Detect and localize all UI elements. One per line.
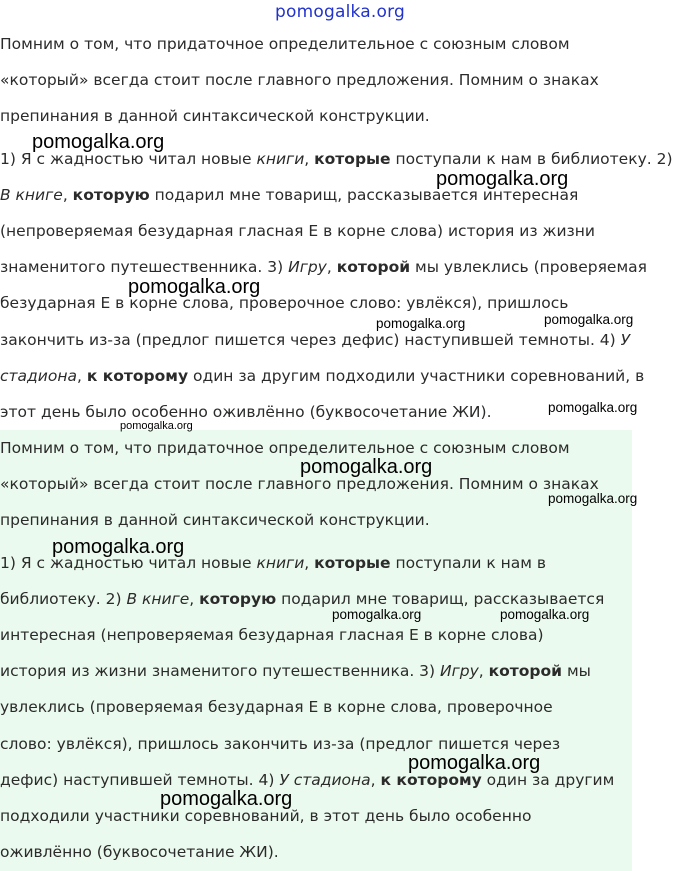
- rule-paragraph: [0, 26, 673, 135]
- text-segment: 1) Я с жадностью читал новые: [0, 553, 257, 572]
- text-line: [0, 653, 614, 689]
- text-line: [0, 689, 614, 725]
- rule-line: препинания в данной синтаксической конструкции.: [0, 511, 430, 530]
- example-word: В книге: [126, 589, 190, 608]
- example-word: книги: [256, 553, 305, 572]
- watermark: pomogalka.org: [120, 420, 193, 432]
- watermark: pomogalka.org: [32, 131, 165, 153]
- watermark: pomogalka.org: [160, 788, 293, 810]
- answer-paragraph: [0, 545, 614, 871]
- watermark: pomogalka.org: [436, 168, 569, 190]
- text-segment: ,: [326, 258, 337, 277]
- rule-line: «который» всегда стоит после главного предложения. Помним о знаках: [0, 475, 599, 494]
- answer-paragraph: [0, 141, 673, 431]
- text-segment: подарил мне товарищ, рассказывается интересная: [149, 185, 579, 204]
- text-line: [0, 762, 614, 798]
- relative-word: к которому: [86, 366, 189, 385]
- text-segment: ,: [370, 770, 381, 789]
- watermark: pomogalka.org: [408, 752, 541, 774]
- text-segment: оживлённо (буквосочетание ЖИ).: [0, 843, 279, 862]
- text-line: [0, 141, 673, 177]
- relative-word: которую: [199, 589, 277, 608]
- text-line: [0, 726, 614, 762]
- example-word: В книге: [0, 185, 63, 204]
- section-1: [0, 26, 673, 430]
- text-segment: закончить из-за (предлог пишется через дефис) наступившей темноты. 4): [0, 330, 621, 349]
- text-segment: ,: [76, 366, 87, 385]
- rule-line: Помним о том, что придаточное определительное с союзным словом: [0, 35, 570, 53]
- text-segment: мы увлеклись (проверяемая: [410, 258, 647, 277]
- text-line: [0, 213, 673, 249]
- text-segment: интересная (непроверяемая безударная гласная Е в корне слова): [0, 625, 544, 644]
- section-2: [0, 430, 614, 870]
- text-segment: (непроверяемая безударная гласная Е в корне слова) история из жизни: [0, 221, 595, 240]
- example-word: книги: [256, 149, 305, 168]
- watermark: pomogalka.org: [332, 607, 422, 622]
- watermark: pomogalka.org: [544, 312, 634, 327]
- text-line: [0, 617, 614, 653]
- example-word: Игру: [440, 662, 479, 681]
- rule-line: препинания в данной синтаксической конструкции.: [0, 107, 430, 126]
- text-segment: ,: [304, 149, 315, 168]
- text-line: [0, 177, 673, 213]
- text-segment: подходили участники соревнований, в этот день было особенно: [0, 806, 532, 825]
- example-word: стадиона: [0, 366, 77, 385]
- text-segment: один за другим: [481, 770, 615, 789]
- text-line: [0, 545, 614, 581]
- text-line: [0, 285, 673, 321]
- watermark: pomogalka.org: [500, 607, 590, 622]
- watermark: pomogalka.org: [52, 536, 185, 558]
- text-segment: этот день было особенно оживлённо (буквосочетание ЖИ).: [0, 402, 492, 421]
- text-segment: дефис) наступившей темноты. 4): [0, 770, 280, 789]
- watermark: pomogalka.org: [300, 456, 433, 478]
- site-header-logo[interactable]: pomogalka.org: [275, 2, 405, 22]
- text-segment: мы: [562, 662, 591, 681]
- text-segment: 1) Я с жадностью читал новые: [0, 149, 257, 168]
- text-line: [0, 322, 673, 358]
- text-line: [0, 798, 614, 834]
- text-segment: история из жизни знаменитого путешественника. 3): [0, 662, 441, 681]
- relative-word: которой: [336, 258, 411, 277]
- rule-line: Помним о том, что придаточное определительное с союзным словом: [0, 439, 570, 457]
- text-segment: слово: увлёкся), пришлось закончить из-за (предлог пишется через: [0, 734, 561, 753]
- text-line: [0, 358, 673, 394]
- text-segment: ,: [189, 589, 200, 608]
- relative-word: к которому: [380, 770, 482, 789]
- text-segment: ,: [478, 662, 489, 681]
- text-line: [0, 249, 673, 285]
- rule-line: «который» всегда стоит после главного предложения. Помним о знаках: [0, 71, 599, 90]
- relative-word: которые: [314, 553, 391, 572]
- watermark: pomogalka.org: [548, 491, 638, 506]
- text-line: [0, 834, 614, 870]
- text-line: [0, 581, 614, 617]
- relative-word: которой: [488, 662, 563, 681]
- text-segment: один за другим подходили участники соревнований, в: [188, 366, 645, 385]
- text-line: [0, 394, 673, 430]
- text-segment: поступали к нам в библиотеку. 2): [390, 149, 673, 168]
- text-segment: подарил мне товарищ, рассказывается: [276, 589, 605, 608]
- watermark: pomogalka.org: [548, 400, 638, 415]
- watermark: pomogalka.org: [376, 316, 466, 331]
- example-word: У: [620, 330, 631, 349]
- text-segment: безударная Е в корне слова, проверочное слово: увлёкся), пришлось: [0, 294, 569, 313]
- relative-word: которые: [314, 149, 391, 168]
- rule-paragraph: [0, 430, 614, 539]
- text-segment: ,: [304, 553, 315, 572]
- text-segment: поступали к нам в: [390, 553, 547, 572]
- relative-word: которую: [72, 185, 150, 204]
- watermark: pomogalka.org: [128, 276, 261, 298]
- text-segment: библиотеку. 2): [0, 589, 127, 608]
- text-segment: знаменитого путешественника. 3): [0, 258, 289, 277]
- example-word: У стадиона: [279, 770, 371, 789]
- text-segment: ,: [62, 185, 73, 204]
- text-segment: увлеклись (проверяемая безударная Е в корне слова, проверочное: [0, 698, 553, 717]
- example-word: Игру: [288, 258, 327, 277]
